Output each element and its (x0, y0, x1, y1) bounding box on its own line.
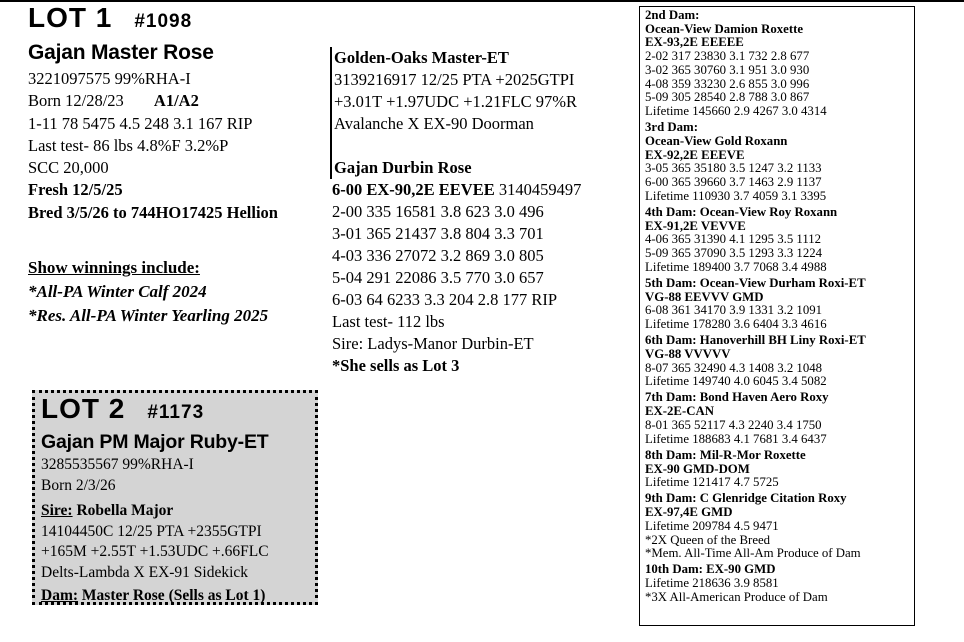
dam-score: 6-00 EX-90,2E EEVEE (332, 180, 495, 199)
sire-line: +3.01T +1.97UDC +1.21FLC 97%R (334, 92, 578, 111)
dam-block (330, 157, 636, 179)
dam-sire: Sire: Ladys-Manor Durbin-ET (332, 334, 534, 353)
lot2-born: Born 2/3/26 (41, 476, 116, 494)
lot1-scc: SCC 20,000 (28, 158, 109, 178)
pedigree-dam-line: Lifetime 218636 3.9 8581 (645, 576, 779, 591)
dam-record: 4-03 336 27072 3.2 869 3.0 805 (332, 246, 544, 265)
dam-note: *She sells as Lot 3 (332, 356, 460, 375)
lot1-born: Born 12/28/23 (28, 91, 124, 111)
dam-record: 6-03 64 6233 3.3 204 2.8 177 RIP (332, 290, 558, 309)
pedigree-dam-line: 6-08 361 34170 3.9 1331 3.2 1091 (645, 303, 823, 318)
lot1-title: LOT 1 (28, 2, 113, 33)
lot2-sire-label: Sire: (41, 502, 73, 519)
lot2-box (32, 390, 318, 605)
sire-line: Avalanche X EX-90 Doorman (334, 114, 534, 133)
pedigree-dam-line: Lifetime 189400 3.7 7068 3.4 4988 (645, 259, 827, 274)
pedigree-dam-class: EX-92,2E EEEVE (645, 147, 745, 162)
pedigree-dam-line: Lifetime 110930 3.7 4059 3.1 3395 (645, 188, 827, 203)
pedigree-box (639, 6, 915, 626)
pedigree-dam-line: 2-02 317 23830 3.1 732 2.8 677 (645, 49, 810, 64)
dam-score-row (332, 179, 636, 201)
pedigree-dam (645, 121, 914, 203)
sire-block (330, 47, 636, 135)
lot1-born-row (28, 90, 328, 112)
pedigree-dam-line: Lifetime 149740 4.0 6045 3.4 5082 (645, 374, 827, 389)
pedigree-dam (645, 206, 914, 275)
lot1-record: 1-11 78 5475 4.5 248 3.1 167 RIP (28, 113, 253, 133)
lot1-number: #1098 (134, 11, 193, 32)
dam-details (330, 179, 636, 377)
pedigree-dam-class: VG-88 VVVVV (645, 346, 731, 361)
dam-record: 3-01 365 21437 3.8 804 3.3 701 (332, 224, 544, 243)
lot1-name: Gajan Master Rose (28, 41, 214, 64)
pedigree-dam (645, 277, 914, 332)
lot2-dam-label: Dam: (41, 587, 79, 604)
lot2-sire-line: Delts-Lambda X EX-91 Sidekick (41, 563, 249, 581)
pedigree-dam-line: *Mem. All-Time All-Am Produce of Dam (645, 546, 861, 561)
sire-line: 3139216917 12/25 PTA +2025GTPI (334, 70, 575, 89)
pedigree-dam-line: *2X Queen of the Breed (645, 532, 771, 547)
pedigree-dam-header: 9th Dam: C Glenridge Citation Roxy (645, 491, 847, 506)
pedigree-dam (645, 391, 914, 446)
show-item: *All-PA Winter Calf 2024 (28, 282, 207, 301)
pedigree-dam (645, 449, 914, 490)
lot2-sire-line: +165M +2.55T +1.53UDC +.66FLC (41, 543, 269, 560)
pedigree-dam-header: 7th Dam: Bond Haven Aero Roxy (645, 390, 829, 405)
lot1-reg: 3221097575 99%RHA-I (28, 69, 191, 88)
top-rule (0, 0, 964, 2)
show-winnings (28, 256, 328, 328)
pedigree-dam-line: Lifetime 188683 4.1 7681 3.4 6437 (645, 431, 827, 446)
pedigree-dam-header: 10th Dam: EX-90 GMD (645, 562, 776, 577)
pedigree-dam-line: 6-00 365 39660 3.7 1463 2.9 1137 (645, 174, 822, 189)
pedigree-dam-line: Lifetime 209784 4.5 9471 (645, 518, 779, 533)
pedigree-dam-class: EX-2E-CAN (645, 404, 714, 419)
lot2-number: #1173 (147, 402, 205, 423)
pedigree-dam-line: Lifetime 121417 4.7 5725 (645, 475, 779, 490)
pedigree-dam-header: 2nd Dam: (645, 8, 700, 22)
pedigree-dam-class: EX-93,2E EEEEE (645, 35, 744, 50)
dam-record: 2-00 335 16581 3.8 623 3.0 496 (332, 202, 544, 221)
dam-name: Gajan Durbin Rose (334, 158, 472, 177)
lot1-last-test: Last test- 86 lbs 4.8%F 3.2%P (28, 135, 229, 155)
pedigree-dam-name: Ocean-View Gold Roxann (645, 133, 788, 148)
sire-name: Golden-Oaks Master-ET (334, 48, 509, 67)
pedigree-dam-line: Lifetime 178280 3.6 6404 3.3 4616 (645, 316, 827, 331)
pedigree-dam (645, 492, 914, 561)
lot2-header (41, 393, 315, 430)
dam-reg: 3140459497 (494, 180, 582, 199)
lot1-fresh: Fresh 12/5/25 (28, 180, 123, 200)
lot1-header (28, 3, 328, 38)
pedigree-dam-line: 3-02 365 30760 3.1 951 3.0 930 (645, 62, 810, 77)
pedigree-dam-header: 6th Dam: Hanoverhill BH Liny Roxi-ET (645, 333, 866, 348)
lot2-reg: 3285535567 99%RHA-I (41, 456, 194, 473)
lot2-sire-line: 14104450C 12/25 PTA +2355GTPI (41, 522, 262, 540)
show-item: *Res. All-PA Winter Yearling 2025 (28, 306, 269, 325)
lot2-name: Gajan PM Major Ruby-ET (41, 431, 269, 453)
pedigree-dam (645, 9, 914, 119)
lot2-dam-row (41, 586, 315, 607)
block-spacer (330, 135, 636, 157)
pedigree-dam-class: EX-97,4E GMD (645, 505, 733, 520)
pedigree-dam-header: 5th Dam: Ocean-View Durham Roxi-ET (645, 275, 866, 290)
pedigree-dam (645, 563, 914, 604)
pedigree-dam-name: Ocean-View Damion Roxette (645, 21, 804, 36)
pedigree-dam-class: EX-91,2E VEVVE (645, 218, 746, 233)
pedigree-dam-class: EX-90 GMD-DOM (645, 461, 750, 476)
pedigree-dam-line: 4-06 365 31390 4.1 1295 3.5 1112 (645, 232, 822, 247)
lot1-grade: A1/A2 (153, 91, 199, 111)
pedigree-dam-line: 5-09 305 28540 2.8 788 3.0 867 (645, 90, 810, 105)
show-heading: Show winnings include: (28, 258, 200, 277)
lot2-sire-name: Robella Major (72, 502, 174, 519)
pedigree-dam-line: 3-05 365 35180 3.5 1247 3.2 1133 (645, 161, 822, 176)
lot2-dam-text: Master Rose (Sells as Lot 1) (78, 587, 266, 604)
lot2-sire-row (41, 501, 315, 522)
pedigree-dam-line: 4-08 359 33230 2.6 855 3.0 996 (645, 76, 810, 91)
dam-last-test: Last test- 112 lbs (332, 312, 445, 331)
lot2-title: LOT 2 (41, 393, 126, 424)
pedigree-dam-header: 4th Dam: Ocean-View Roy Roxann (645, 204, 838, 219)
pedigree-dam-line: 8-01 365 52117 4.3 2240 3.4 1750 (645, 417, 822, 432)
pedigree-dam-class: VG-88 EEVVV GMD (645, 289, 764, 304)
pedigree-dam-line: 8-07 365 32490 4.3 1408 3.2 1048 (645, 360, 823, 375)
pedigree-dam-header: 8th Dam: Mil-R-Mor Roxette (645, 447, 806, 462)
lot1-bred: Bred 3/5/26 to 744HO17425 Hellion (28, 202, 278, 222)
pedigree-dam-line: *3X All-American Produce of Dam (645, 589, 828, 604)
dam-record: 5-04 291 22086 3.5 770 3.0 657 (332, 268, 544, 287)
lot1-section (28, 3, 328, 224)
pedigree-dam-line: Lifetime 145660 2.9 4267 3.0 4314 (645, 103, 827, 118)
middle-column (330, 47, 636, 377)
pedigree-dam-header: 3rd Dam: (645, 120, 698, 135)
pedigree-dam-line: 5-09 365 37090 3.5 1293 3.3 1224 (645, 245, 823, 260)
pedigree-dam (645, 334, 914, 389)
